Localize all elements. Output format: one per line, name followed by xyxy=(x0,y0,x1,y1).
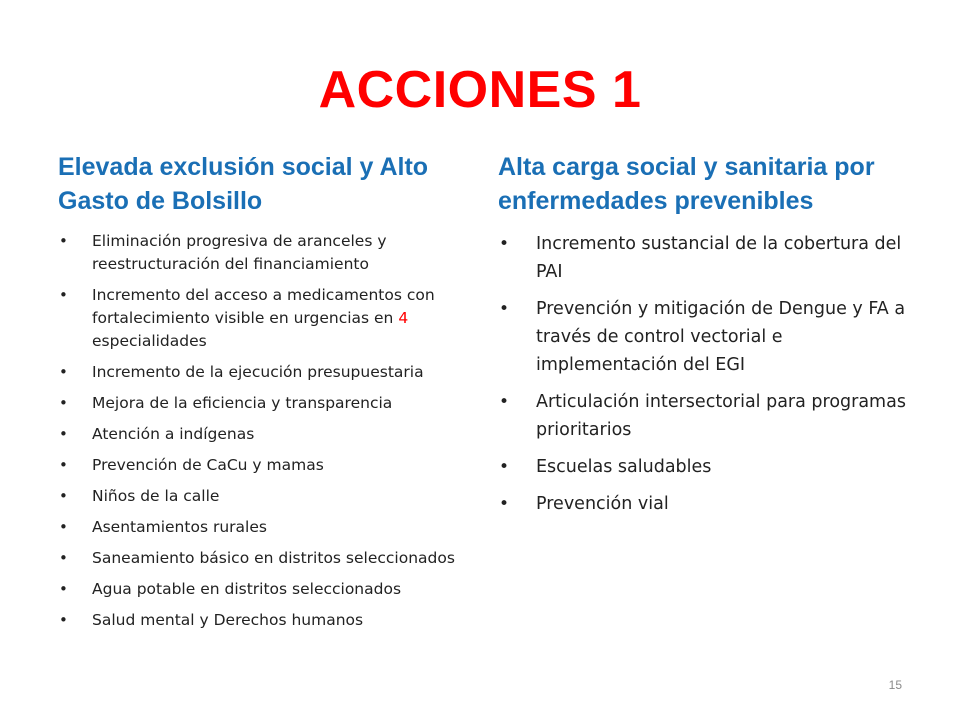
left-bullet-list xyxy=(58,230,470,632)
list-item-text: especialidades xyxy=(92,332,207,350)
slide-title: ACCIONES 1 xyxy=(318,61,642,119)
list-item: • Agua potable en distritos seleccionados xyxy=(92,578,470,601)
right-heading: Alta carga social y sanitaria por enfermedades prevenibles xyxy=(498,153,875,215)
list-item: • Asentamientos rurales xyxy=(92,516,470,539)
right-column xyxy=(498,150,910,527)
list-item: • Prevención vial xyxy=(536,490,910,518)
page-number: 15 xyxy=(888,678,902,692)
list-item: • Incremento de la ejecución presupuestaria xyxy=(92,361,470,384)
list-item: • Prevención y mitigación de Dengue y FA a través de control vectorial e implementación del EGI xyxy=(536,295,910,379)
list-item xyxy=(92,284,470,353)
list-item: • Eliminación progresiva de aranceles y reestructuración del financiamiento xyxy=(92,230,470,276)
list-item: • Salud mental y Derechos humanos xyxy=(92,609,470,632)
highlight-number: 4 xyxy=(398,309,409,327)
list-item: • Atención a indígenas xyxy=(92,423,470,446)
list-item-text: Incremento del acceso a medicamentos con fortalecimiento visible en urgencias en xyxy=(92,286,435,327)
list-item: • Saneamiento básico en distritos seleccionados xyxy=(92,547,470,570)
list-item: • Niños de la calle xyxy=(92,485,470,508)
left-column xyxy=(58,150,470,640)
list-item: • Mejora de la eficiencia y transparencia xyxy=(92,392,470,415)
list-item: • Incremento sustancial de la cobertura del PAI xyxy=(536,230,910,286)
list-item: • Escuelas saludables xyxy=(536,453,910,481)
list-item: • Articulación intersectorial para programas prioritarios xyxy=(536,388,910,444)
left-heading: Elevada exclusión social y Alto Gasto de Bolsillo xyxy=(58,153,429,215)
right-bullet-list xyxy=(498,230,910,518)
list-item: • Prevención de CaCu y mamas xyxy=(92,454,470,477)
